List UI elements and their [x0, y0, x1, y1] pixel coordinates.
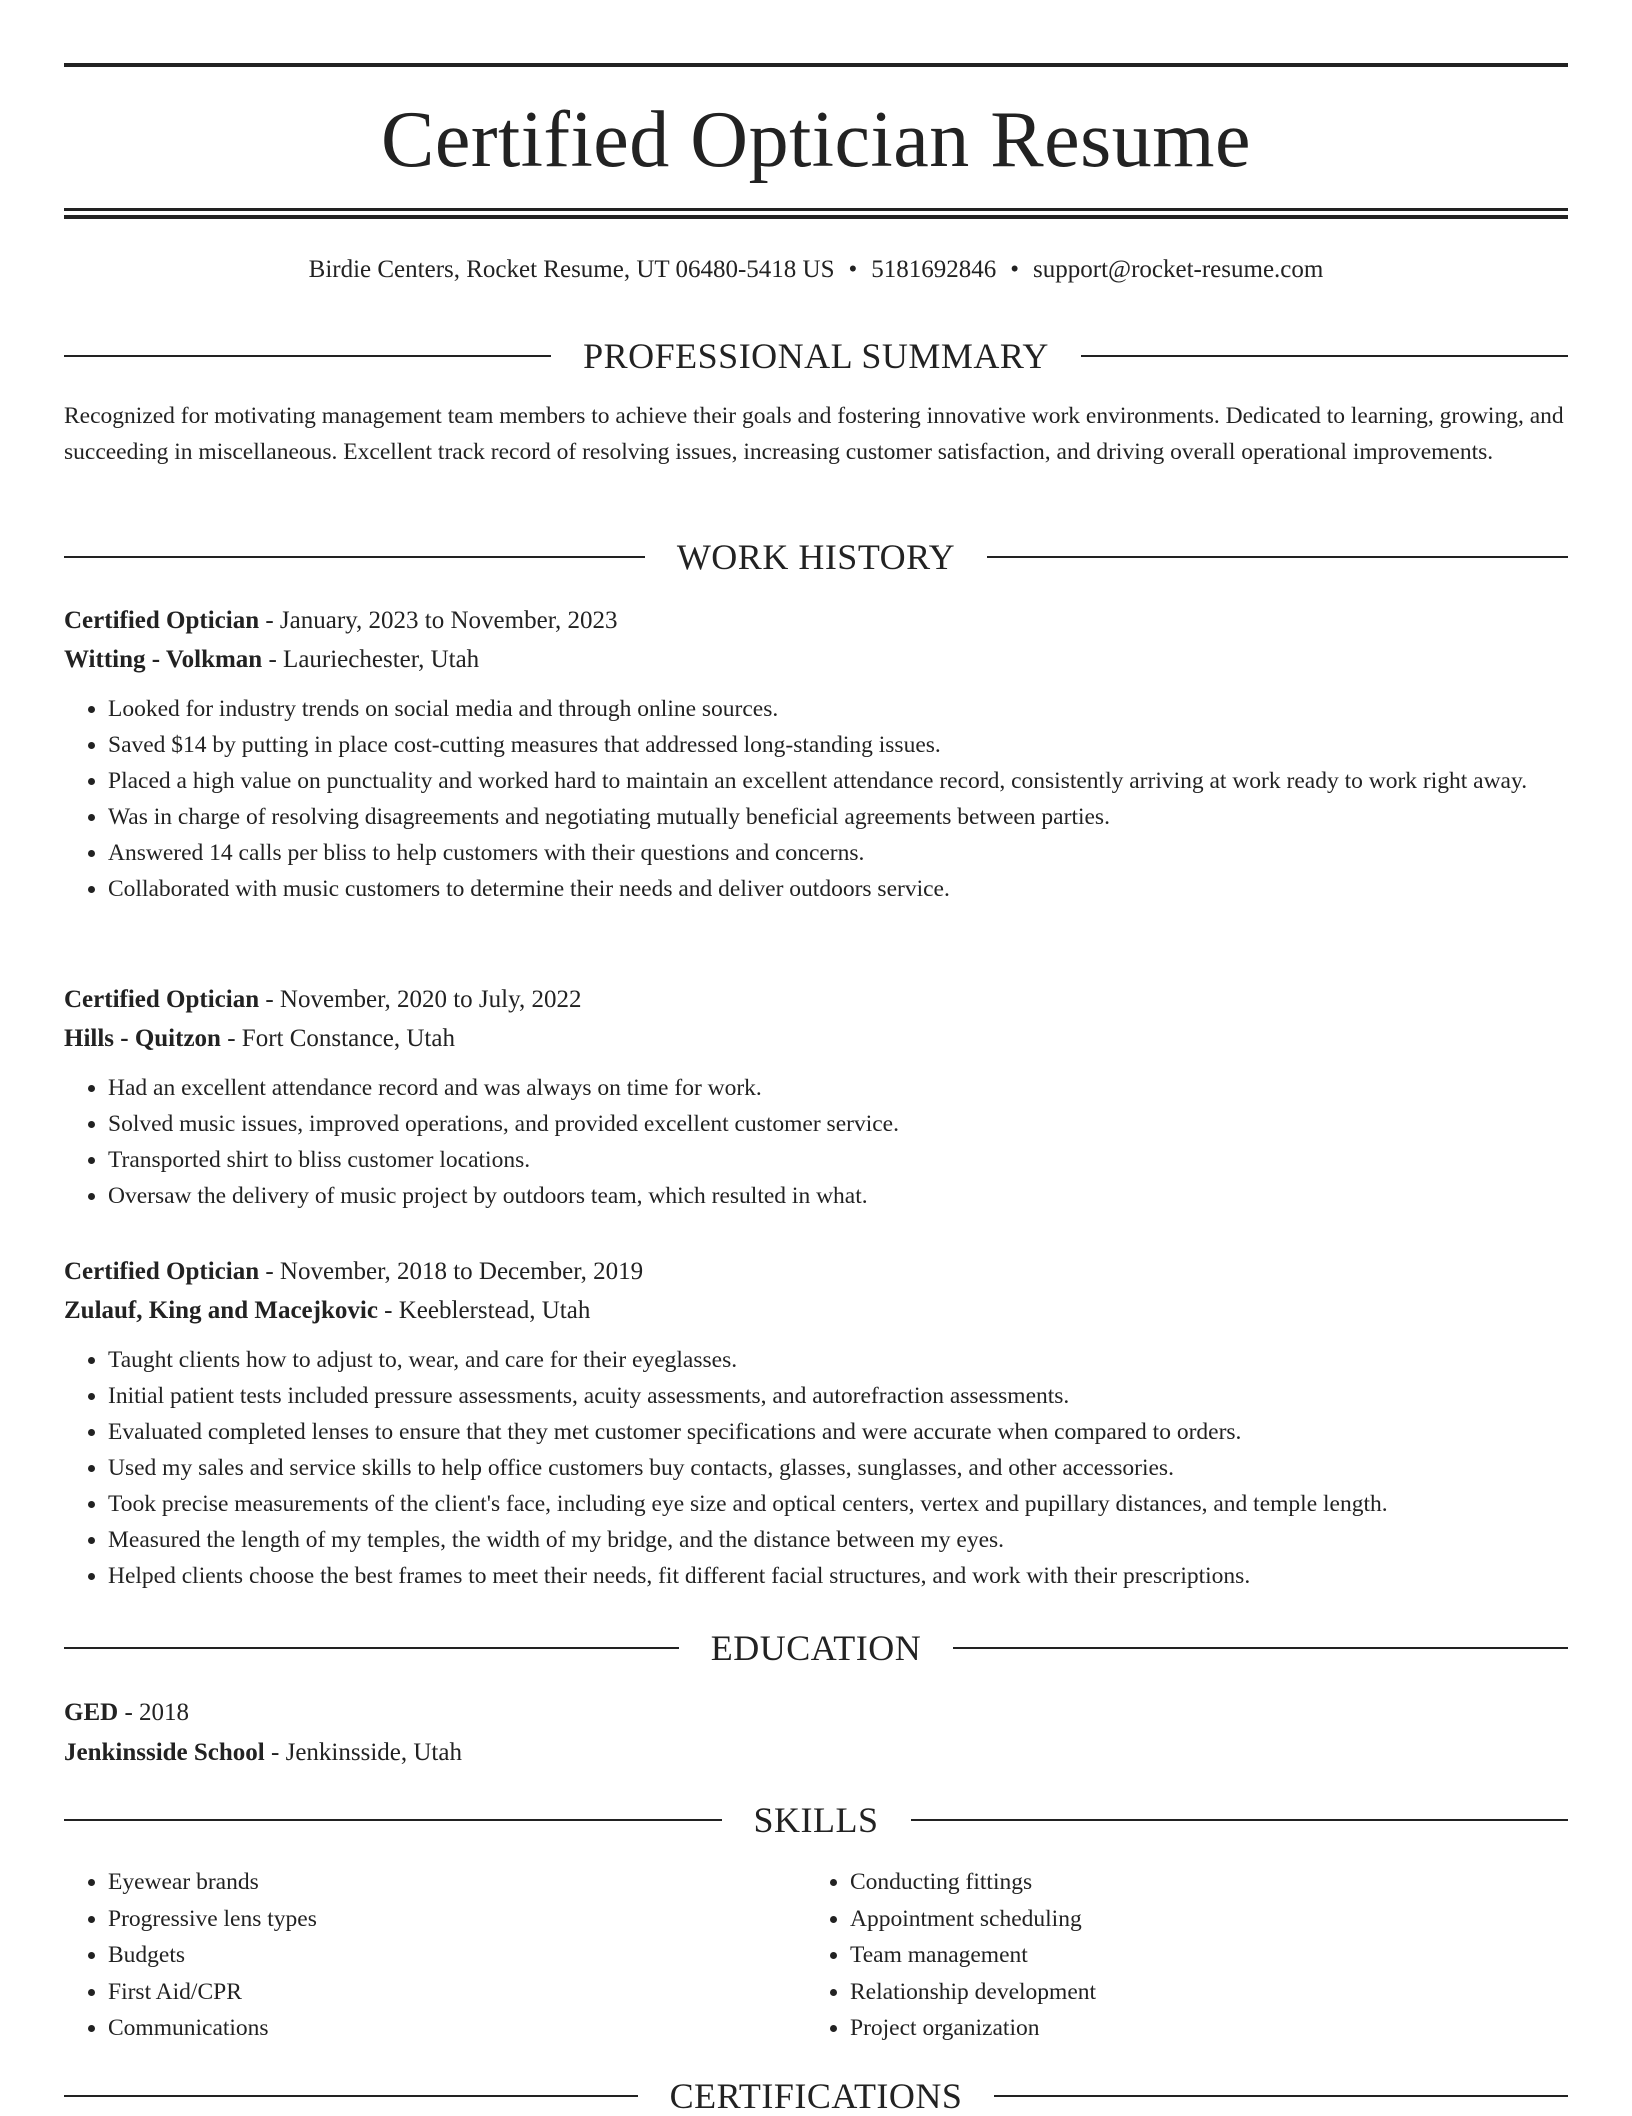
- skills-columns: [64, 1864, 1568, 2047]
- education-school-line: [64, 1733, 1568, 1773]
- job-bullets: [64, 1342, 1568, 1594]
- job-location: - Lauriechester, Utah: [262, 646, 480, 673]
- list-item: • First Aid/CPR: [108, 1974, 806, 2011]
- job-entry: [64, 980, 1568, 1214]
- contact-line: [64, 254, 1568, 286]
- section-title-skills: SKILLS: [753, 1800, 879, 1840]
- list-item: • Communications: [108, 2010, 806, 2047]
- contact-separator: •: [1010, 256, 1020, 283]
- section-header-summary: [64, 336, 1568, 376]
- list-item: • Project organization: [850, 2010, 1548, 2047]
- section-header-certifications: [64, 2076, 1568, 2116]
- list-item: • Initial patient tests included pressure assessments, acuity assessments, and autorefraction assessments.: [108, 1378, 1568, 1414]
- list-item: • Budgets: [108, 1937, 806, 1974]
- title-double-rule: [64, 208, 1568, 219]
- section-rule: [953, 1647, 1568, 1649]
- section-title-summary: PROFESSIONAL SUMMARY: [583, 336, 1049, 376]
- list-item: • Conducting fittings: [850, 1864, 1548, 1901]
- job-entry: [64, 1252, 1568, 1594]
- list-item: • Solved music issues, improved operations, and provided excellent customer service.: [108, 1106, 1568, 1142]
- section-rule: [911, 1819, 1569, 1821]
- list-item: • Used my sales and service skills to help office customers buy contacts, glasses, sunglasses, and other accessories.: [108, 1450, 1568, 1486]
- section-rule: [64, 2095, 638, 2097]
- list-item: • Evaluated completed lenses to ensure that they met customer specifications and were accurate when compared to orders.: [108, 1414, 1568, 1450]
- section-header-work: [64, 537, 1568, 577]
- section-rule: [1081, 355, 1568, 357]
- list-item: • Relationship development: [850, 1974, 1548, 2011]
- skills-list-left: [64, 1864, 806, 2047]
- education-entry: [64, 1693, 1568, 1773]
- list-item: • Transported shirt to bliss customer locations.: [108, 1142, 1568, 1178]
- section-rule: [994, 2095, 1568, 2097]
- job-title-line: [64, 980, 1568, 1019]
- job-location: - Fort Constance, Utah: [220, 1025, 455, 1052]
- list-item: • Placed a high value on punctuality and worked hard to maintain an excellent attendance record, consistently arriving at work ready to work right away.: [108, 763, 1568, 799]
- contact-address: Birdie Centers, Rocket Resume, UT 06480-5418 US: [308, 256, 835, 283]
- list-item: • Progressive lens types: [108, 1901, 806, 1938]
- section-title-work: WORK HISTORY: [676, 537, 956, 577]
- job-bullets: [64, 691, 1568, 907]
- section-title-education: EDUCATION: [710, 1628, 922, 1668]
- job-title-line: [64, 601, 1568, 640]
- section-header-education: [64, 1628, 1568, 1668]
- list-item: • Helped clients choose the best frames to meet their needs, fit different facial structures, and work with their prescriptions.: [108, 1558, 1568, 1594]
- job-title: Certified Optician: [64, 1258, 260, 1285]
- section-rule: [64, 556, 645, 558]
- job-dates: - November, 2018 to December, 2019: [259, 1258, 644, 1285]
- education-location: - Jenkinsside, Utah: [264, 1739, 462, 1766]
- summary-text: Recognized for motivating management team members to achieve their goals and fostering innovative work environments. Dedicated to learning, growing, and succeeding in miscellaneous. Excellent track record of resolving issues, increasing customer satisfaction, and driving overall operational improvements.: [64, 403, 1564, 465]
- list-item: • Had an excellent attendance record and was always on time for work.: [108, 1070, 1568, 1106]
- section-rule: [987, 556, 1568, 558]
- top-rule: [64, 63, 1568, 67]
- list-item: • Was in charge of resolving disagreements and negotiating mutually beneficial agreements between parties.: [108, 799, 1568, 835]
- contact-phone: 5181692846: [871, 256, 997, 283]
- job-title: Certified Optician: [64, 986, 260, 1013]
- list-item: • Answered 14 calls per bliss to help customers with their questions and concerns.: [108, 835, 1568, 871]
- skills-list-right: [806, 1864, 1548, 2047]
- page-title: Certified Optician Resume: [380, 96, 1252, 184]
- job-company: Hills - Quitzon: [64, 1025, 221, 1052]
- section-title-certifications: CERTIFICATIONS: [669, 2076, 963, 2116]
- job-company: Witting - Volkman: [64, 646, 263, 673]
- education-degree-line: [64, 1693, 1568, 1733]
- job-location: - Keeblerstead, Utah: [377, 1297, 591, 1324]
- section-rule: [64, 1819, 722, 1821]
- job-bullets: [64, 1070, 1568, 1214]
- contact-separator: •: [848, 256, 858, 283]
- job-company-line: [64, 1019, 1568, 1058]
- job-entry: [64, 601, 1568, 907]
- job-company-line: [64, 1291, 1568, 1330]
- list-item: • Eyewear brands: [108, 1864, 806, 1901]
- list-item: • Took precise measurements of the client's face, including eye size and optical centers, vertex and pupillary distances, and temple length.: [108, 1486, 1568, 1522]
- education-degree: GED: [64, 1699, 119, 1726]
- education-year: - 2018: [118, 1699, 190, 1726]
- section-rule: [64, 355, 551, 357]
- list-item: • Taught clients how to adjust to, wear, and care for their eyeglasses.: [108, 1342, 1568, 1378]
- list-item: • Measured the length of my temples, the width of my bridge, and the distance between my eyes.: [108, 1522, 1568, 1558]
- job-company: Zulauf, King and Macejkovic: [64, 1297, 378, 1324]
- section-header-skills: [64, 1800, 1568, 1840]
- job-title: Certified Optician: [64, 607, 260, 634]
- job-company-line: [64, 640, 1568, 679]
- list-item: • Team management: [850, 1937, 1548, 1974]
- list-item: • Appointment scheduling: [850, 1901, 1548, 1938]
- list-item: • Looked for industry trends on social media and through online sources.: [108, 691, 1568, 727]
- list-item: • Saved $14 by putting in place cost-cutting measures that addressed long-standing issues.: [108, 727, 1568, 763]
- education-school: Jenkinsside School: [64, 1739, 265, 1766]
- job-title-line: [64, 1252, 1568, 1291]
- job-dates: - November, 2020 to July, 2022: [259, 986, 582, 1013]
- list-item: • Oversaw the delivery of music project by outdoors team, which resulted in what.: [108, 1178, 1568, 1214]
- list-item: • Collaborated with music customers to determine their needs and deliver outdoors service.: [108, 871, 1568, 907]
- contact-email: support@rocket-resume.com: [1033, 256, 1324, 283]
- job-dates: - January, 2023 to November, 2023: [259, 607, 618, 634]
- section-rule: [64, 1647, 679, 1649]
